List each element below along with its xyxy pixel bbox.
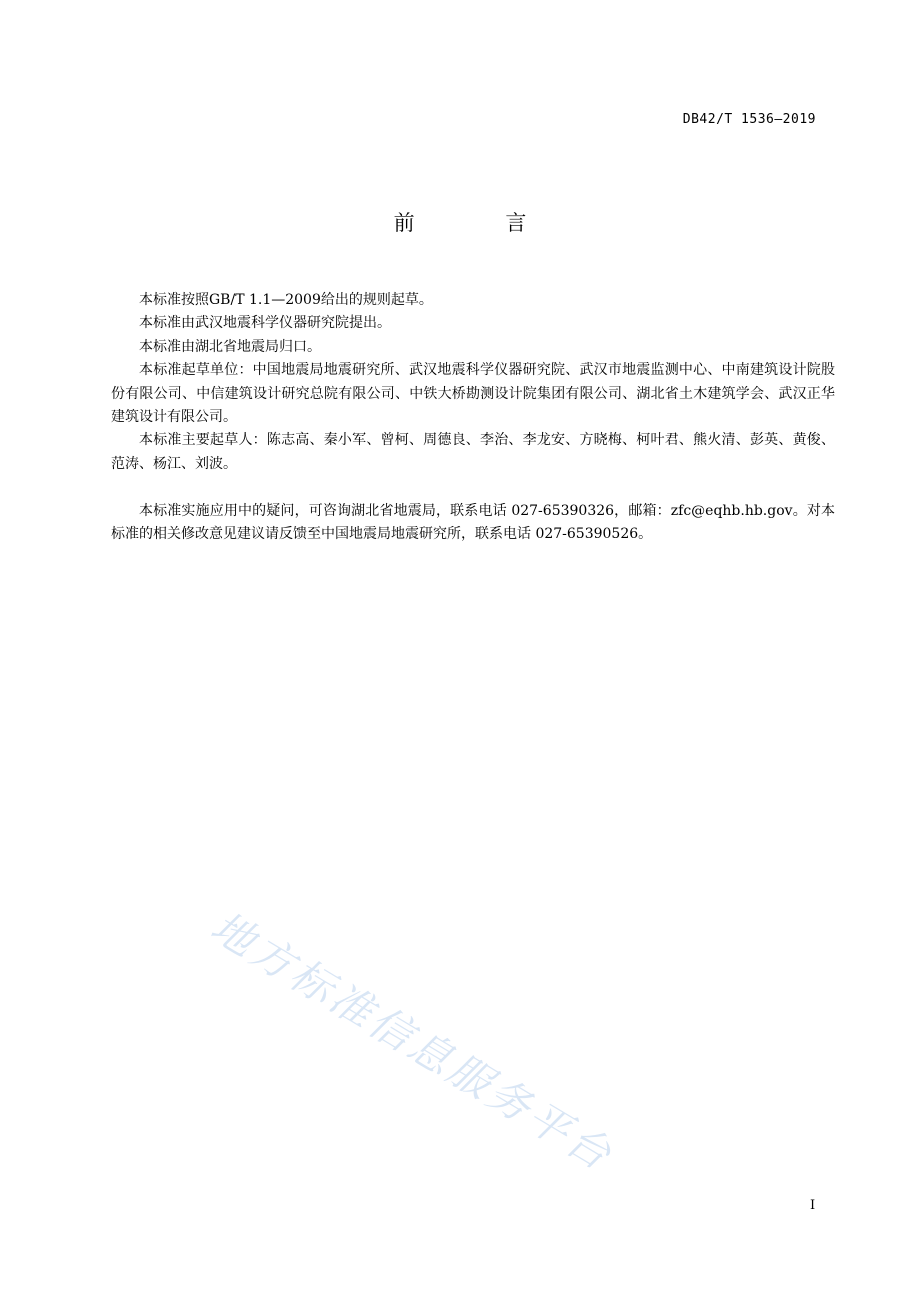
paragraph-administrator: 本标准由湖北省地震局归口。 <box>139 338 321 355</box>
paragraph-drafting-rules: 本标准按照GB/T 1.1—2009给出的规则起草。 <box>139 292 433 308</box>
standard-code: DB42/T 1536—2019 <box>682 112 816 127</box>
watermark: 地方标准信息服务平台 <box>202 901 623 1181</box>
foreword-body <box>111 289 835 546</box>
page-number: I <box>810 1198 816 1213</box>
paragraph-proposer: 本标准由武汉地震科学仪器研究院提出。 <box>139 315 391 332</box>
paragraph-drafters: 本标准主要起草人：陈志高、秦小军、曾柯、周德良、李治、李龙安、方晓梅、柯叶君、熊火清、彭英、黄俊、范涛、杨江、刘波。 <box>111 432 835 472</box>
paragraph-drafting-units: 本标准起草单位：中国地震局地震研究所、武汉地震科学仪器研究院、武汉市地震监测中心、中南建筑设计院股份有限公司、中信建筑设计研究总院有限公司、中铁大桥勘测设计院集团有限公司、湖北省土木建筑学会、武汉正华建筑设计有限公司。 <box>111 362 835 426</box>
page-title: 前 言 <box>393 211 569 235</box>
paragraph-contact: 本标准实施应用中的疑问，可咨询湖北省地震局，联系电话 027-65390326，邮箱：zfc@eqhb.hb.gov。对本标准的相关修改意见建议请反馈至中国地震局地震研究所，联系电话 027-65390526。 <box>111 502 835 543</box>
